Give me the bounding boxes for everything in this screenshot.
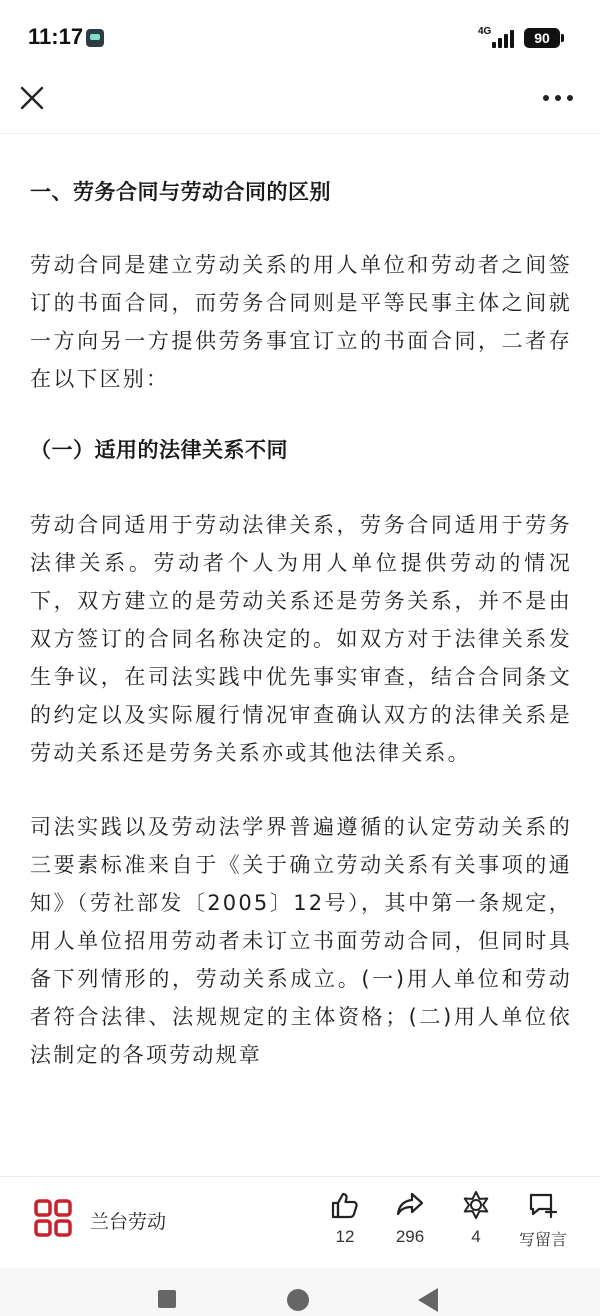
- share-button[interactable]: [375, 1189, 445, 1261]
- share-arrow-icon: [394, 1189, 426, 1221]
- star-flower-icon: [460, 1189, 492, 1221]
- nav-divider: [0, 133, 600, 134]
- back-icon[interactable]: [418, 1288, 438, 1312]
- paragraph: 劳动合同是建立劳动关系的用人单位和劳动者之间签订的书面合同，而劳务合同则是平等民事主体之间就一方向另一方提供劳务事宜订立的书面合同，二者存在以下区别：: [30, 253, 572, 391]
- share-count: 296: [395, 1227, 425, 1246]
- more-icon[interactable]: [542, 88, 574, 108]
- favorite-count: 4: [471, 1227, 481, 1246]
- status-time: 11:17: [28, 24, 84, 49]
- paragraph: 司法实践以及劳动法学界普遍遵循的认定劳动关系的三要素标准来自于《关于确立劳动关系有关事项的通知》（劳社部发〔2005〕12号），其中第一条规定，用人单位招用劳动者未订立书面劳动合同，但同时具备下列情形的，劳动关系成立。(一)用人单位和劳动者符合法律、法规规定的主体资格；(二)用人单位依法制定的各项劳动规章: [30, 815, 572, 1067]
- bottom-action-bar: [0, 1176, 600, 1268]
- account-name[interactable]: 兰台劳动: [90, 1211, 167, 1233]
- recent-apps-icon[interactable]: [158, 1290, 176, 1308]
- article-body: [30, 168, 572, 1074]
- comment-label: 写留言: [518, 1230, 567, 1249]
- write-comment-button[interactable]: [508, 1189, 578, 1261]
- app-notification-icon: [86, 29, 104, 47]
- paragraph: 劳动合同适用于劳动法律关系，劳务合同适用于劳务法律关系。劳动者个人为用人单位提供劳动的情况下，双方建立的是劳动关系还是劳务关系，并不是由双方签订的合同名称决定的。如双方对于法律关系发生争议，在司法实践中优先事实审查，结合合同条文的约定以及实际履行情况审查确认双方的法律关系是劳动关系还是劳务关系亦或其他法律关系。: [30, 513, 572, 765]
- status-bar: [0, 0, 600, 72]
- like-button[interactable]: [310, 1189, 380, 1261]
- home-icon[interactable]: [287, 1289, 309, 1311]
- subsection-heading: （一）适用的法律关系不同: [30, 438, 288, 462]
- system-nav-bar: [0, 1268, 600, 1316]
- section-heading: 一、劳务合同与劳动合同的区别: [30, 180, 331, 204]
- like-count: 12: [335, 1227, 355, 1246]
- account-logo-icon[interactable]: [34, 1199, 72, 1237]
- favorite-button[interactable]: [441, 1189, 511, 1261]
- close-icon[interactable]: [18, 84, 46, 112]
- battery-indicator: 90: [524, 28, 560, 48]
- thumbs-up-icon: [329, 1189, 361, 1221]
- signal-icon: [492, 30, 516, 48]
- comment-add-icon: [527, 1189, 559, 1221]
- network-type-label: 4G: [478, 26, 492, 37]
